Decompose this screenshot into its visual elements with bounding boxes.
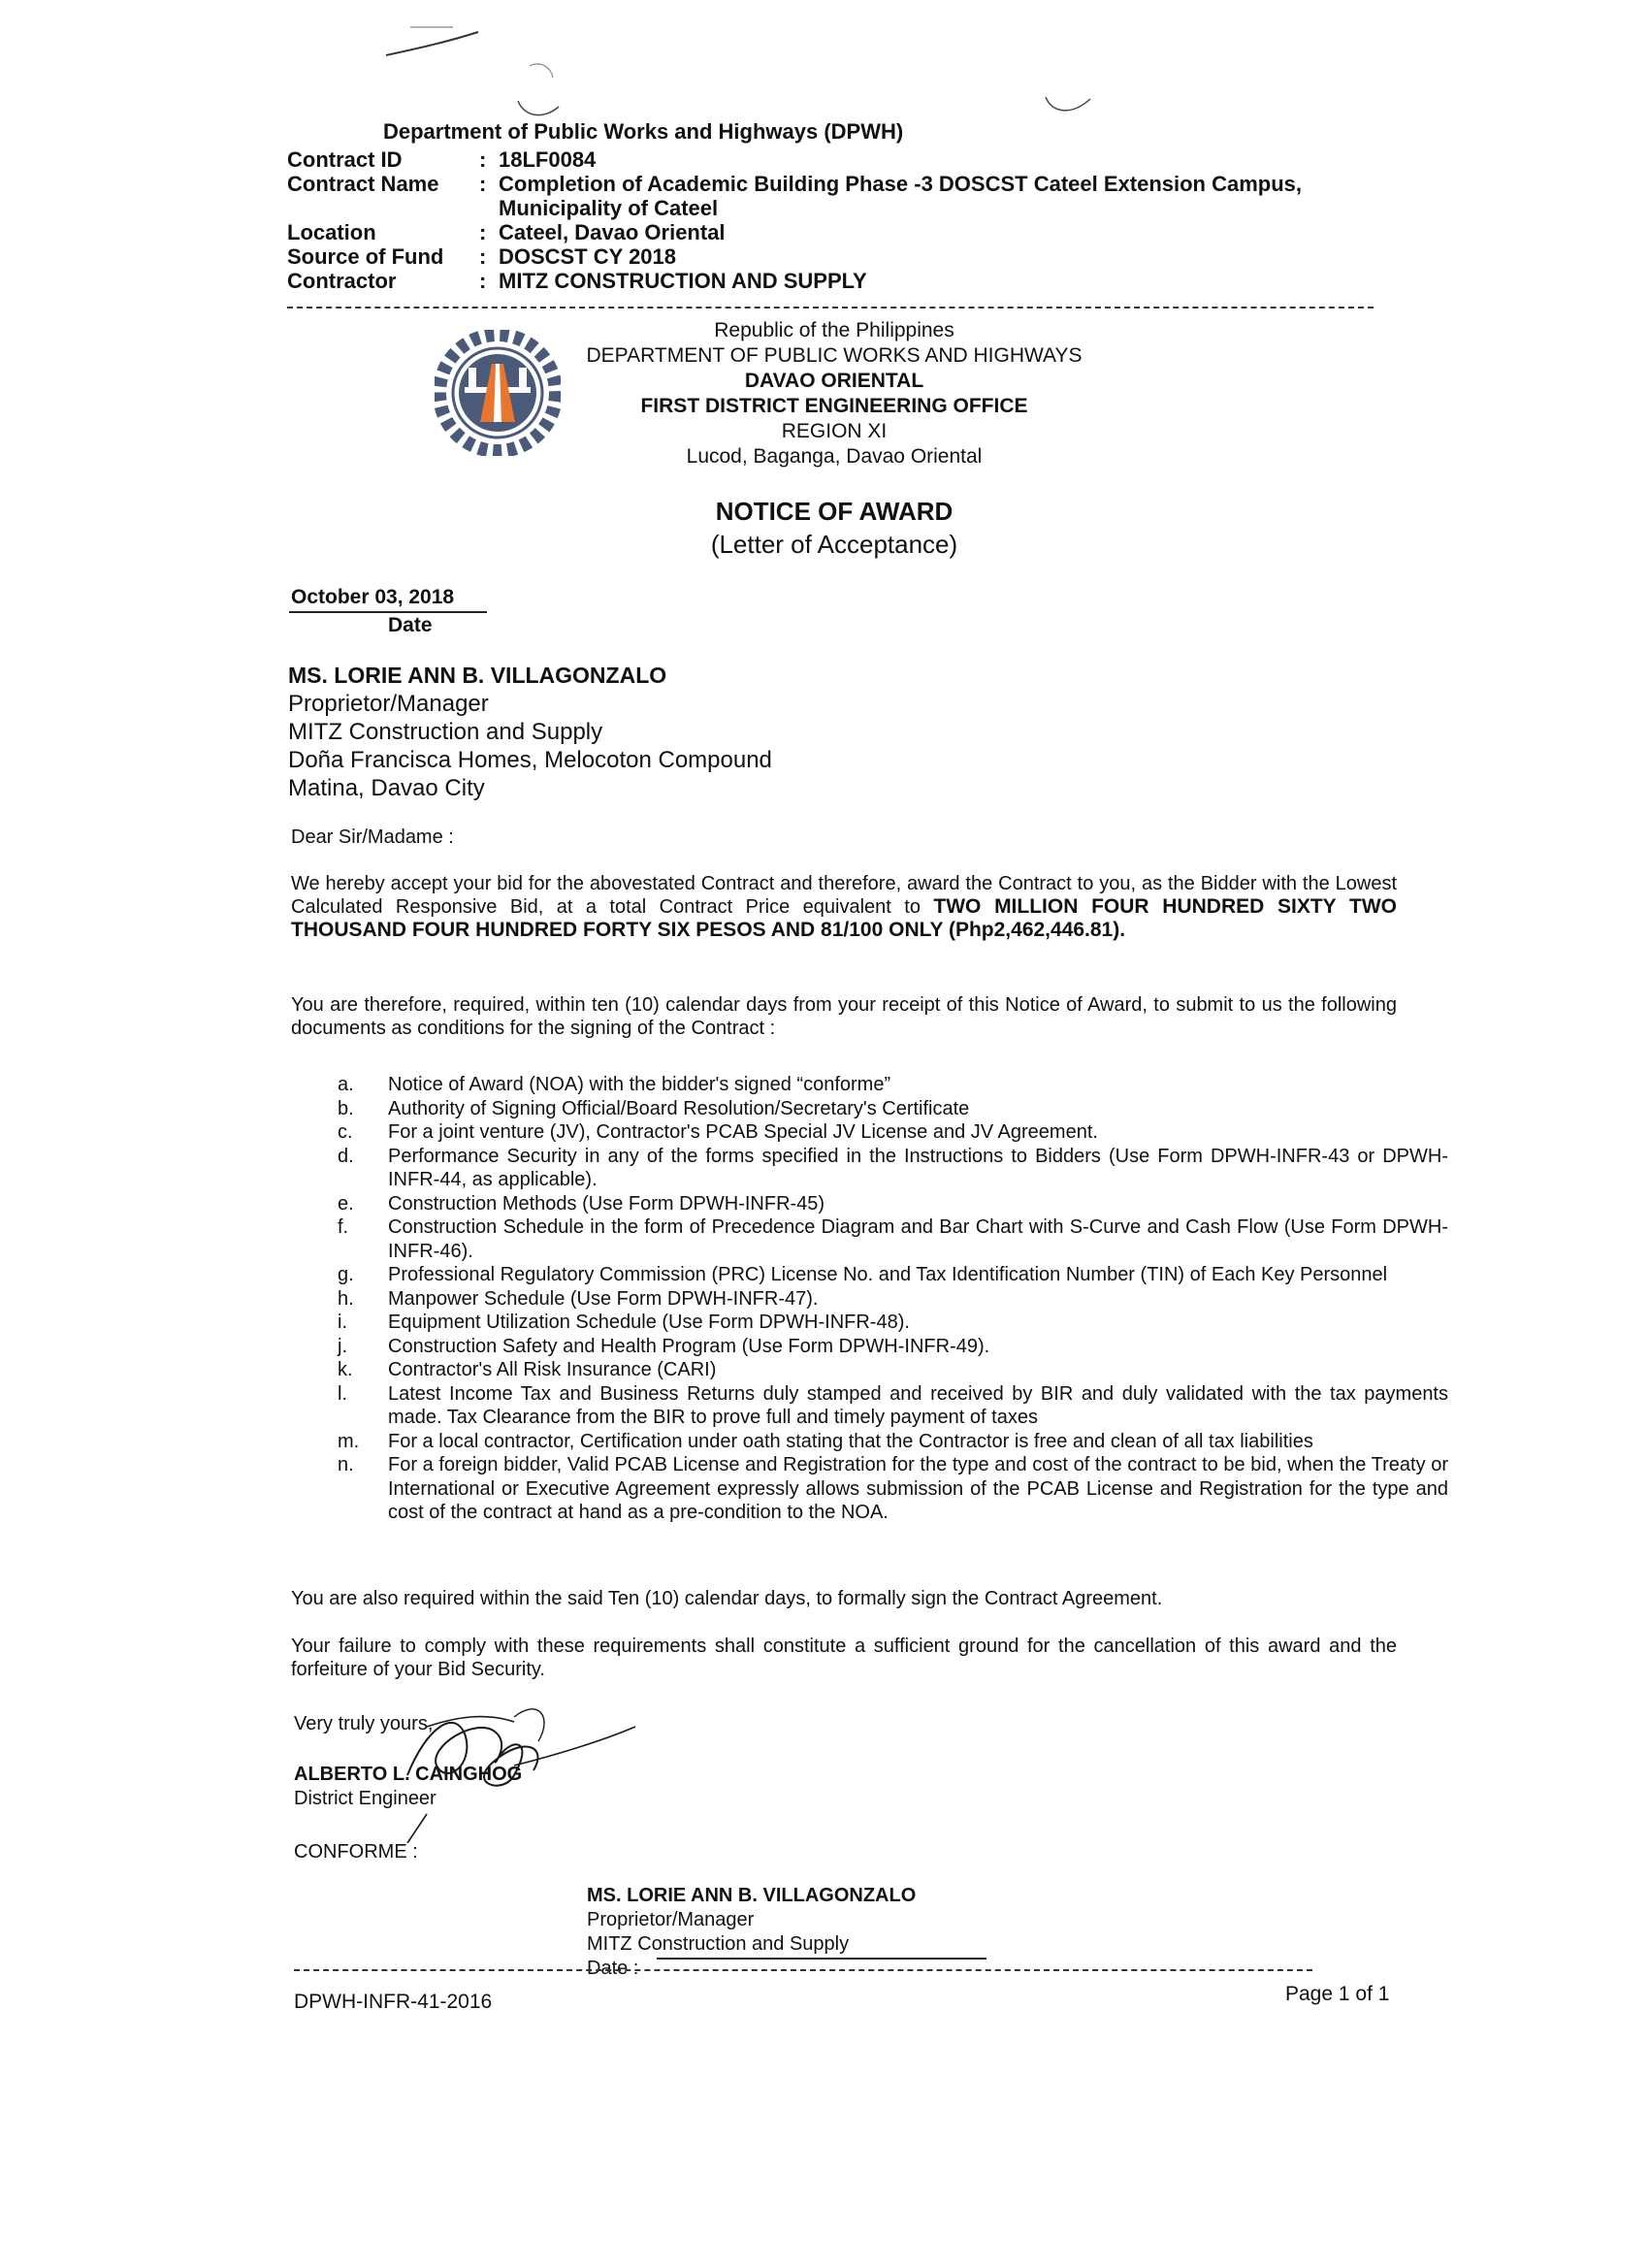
sign-contract-paragraph: You are also required within the said Ten (10) calendar days, to formally sign the Contract Agreement. (291, 1588, 1163, 1609)
contract-name-label: Contract Name (287, 172, 439, 196)
letterhead-department: DEPARTMENT OF PUBLIC WORKS AND HIGHWAYS (586, 344, 1083, 367)
signatory-title: District Engineer (294, 1788, 436, 1809)
form-number: DPWH-INFR-41-2016 (294, 1991, 493, 2013)
list-item: j. Construction Safety and Health Program (Use Form DPWH-INFR-49). (338, 1335, 990, 1357)
header-divider (287, 307, 1374, 308)
addressee-address-line2: Matina, Davao City (288, 775, 485, 801)
addressee-position: Proprietor/Manager (288, 691, 489, 717)
list-item: b. Authority of Signing Official/Board Resolution/Secretary's Certificate (338, 1097, 970, 1119)
agency-title: Department of Public Works and Highways (DPWH) (383, 119, 904, 144)
contractor-label: Contractor (287, 269, 397, 293)
pen-mark (383, 24, 490, 63)
signatory-name: ALBERTO L. CAINGHOG (294, 1764, 523, 1785)
requirements-intro: You are therefore, required, within ten (10) calendar days from your receipt of this Notice of Award, to submit to us the following documents as conditions for the signing of the Contract : (291, 994, 1397, 1039)
letterhead-region: REGION XI (781, 420, 888, 442)
award-paragraph-text: We hereby accept your bid for the abovestated Contract and therefore, award the Contract to you, as the Bidder with the Lowest Calculated Responsive Bid, at a total Contract Price equivalent to (291, 873, 1397, 918)
letterhead-address: Lucod, Baganga, Davao Oriental (686, 445, 983, 468)
letterhead-republic: Republic of the Philippines (714, 319, 954, 341)
list-item: h. Manpower Schedule (Use Form DPWH-INFR-47). (338, 1287, 819, 1310)
requirements-list (338, 1073, 1448, 1525)
list-item: e. Construction Methods (Use Form DPWH-INFR-45) (338, 1192, 825, 1215)
salutation: Dear Sir/Madame : (291, 826, 454, 848)
contractor-value: MITZ CONSTRUCTION AND SUPPLY (499, 269, 867, 293)
contract-id-value: 18LF0084 (499, 147, 597, 172)
list-item: l. Latest Income Tax and Business Returns duly stamped and received by BIR and duly validated with the tax payments made. Tax Clearance from the BIR to prove full and timely payment of taxes (338, 1382, 1448, 1428)
conforme-position: Proprietor/Manager (587, 1909, 755, 1930)
list-item: i. Equipment Utilization Schedule (Use Form DPWH-INFR-48). (338, 1312, 910, 1333)
addressee-block (288, 662, 772, 802)
signature-scribble (369, 1688, 660, 1843)
conforme-date-line (657, 1958, 986, 1960)
location-row: Location : Cateel, Davao Oriental (287, 220, 1372, 244)
addressee-name: MS. LORIE ANN B. VILLAGONZALO (288, 663, 667, 688)
conforme-block (587, 1884, 916, 1981)
conforme-name: MS. LORIE ANN B. VILLAGONZALO (587, 1885, 917, 1906)
conforme-date-label: Date : (587, 1958, 639, 1979)
list-item: c. For a joint venture (JV), Contractor's PCAB Special JV License and JV Agreement. (338, 1121, 1098, 1143)
source-of-fund-label: Source of Fund (287, 244, 444, 269)
letterhead-province: DAVAO ORIENTAL (744, 370, 924, 392)
contract-name-value: Completion of Academic Building Phase -3 DOSCST Cateel Extension Campus, Municipality of Cateel (499, 172, 1302, 220)
dpwh-seal-icon (435, 330, 561, 456)
list-item: k. Contractor's All Risk Insurance (CARI) (338, 1359, 717, 1380)
contract-info-table (287, 147, 1372, 293)
punch-hole-mark (1040, 87, 1098, 126)
contract-amount: TWO MILLION FOUR HUNDRED SIXTY TWO THOUSAND FOUR HUNDRED FORTY SIX PESOS AND 81/100 ONLY (Php2,462,446.81). (291, 895, 1397, 941)
list-item: f. Construction Schedule in the form of Precedence Diagram and Bar Chart with S-Curve and Cash Flow (Use Form DPWH-INFR-46). (338, 1216, 1448, 1262)
contract-name-row: Contract Name : Completion of Academic Building Phase -3 DOSCST Cateel Extension Campus, Municipality of Cateel (287, 172, 1302, 220)
conforme-company: MITZ Construction and Supply (587, 1933, 850, 1955)
closing: Very truly yours, (294, 1713, 434, 1734)
contract-id-row: Contract ID : 18LF0084 (287, 147, 1372, 172)
award-paragraph (291, 872, 1397, 942)
source-of-fund-value: DOSCST CY 2018 (499, 244, 677, 269)
date-underline (289, 611, 487, 613)
date-label: Date (388, 614, 433, 636)
failure-paragraph: Your failure to comply with these requirements shall constitute a sufficient ground for the cancellation of this award and the forfeiture of your Bid Security. (291, 1636, 1397, 1680)
list-item: d. Performance Security in any of the forms specified in the Instructions to Bidders (Use Form DPWH-INFR-43 or DPWH-INFR-44, as applicable). (338, 1145, 1448, 1190)
addressee-company: MITZ Construction and Supply (288, 719, 603, 745)
contract-id-label: Contract ID (287, 147, 403, 172)
list-item: g. Professional Regulatory Commission (PRC) License No. and Tax Identification Number (TIN) of Each Key Personnel (338, 1264, 1388, 1285)
conforme-label: CONFORME : (294, 1841, 418, 1863)
punch-hole-mark (512, 58, 570, 126)
notice-subtitle: (Letter of Acceptance) (710, 530, 958, 559)
list-item: m. For a local contractor, Certification under oath stating that the Contractor is free and clean of all tax liabilities (338, 1430, 1313, 1452)
addressee-address-line1: Doña Francisca Homes, Melocoton Compound (288, 747, 772, 773)
list-item: a. Notice of Award (NOA) with the bidder's signed “conforme” (338, 1074, 891, 1095)
source-of-fund-row: Source of Fund : DOSCST CY 2018 (287, 244, 1372, 269)
page-number: Page 1 of 1 (1285, 1983, 1390, 2005)
location-label: Location (287, 220, 376, 244)
letterhead-office: FIRST DISTRICT ENGINEERING OFFICE (640, 395, 1028, 417)
footer-divider (294, 1969, 1312, 1971)
location-value: Cateel, Davao Oriental (499, 220, 726, 244)
letterhead (543, 318, 1125, 470)
notice-title: NOTICE OF AWARD (715, 497, 954, 526)
list-item: n. For a foreign bidder, Valid PCAB License and Registration for the type and cost of the contract to be bid, when the Treaty or International or Executive Agreement expressly allows submission of the PCAB License and Registration for the type and cost of the contract at hand as a pre-condition to the NOA. (338, 1454, 1448, 1523)
date-value: October 03, 2018 (291, 586, 455, 608)
contractor-row: Contractor : MITZ CONSTRUCTION AND SUPPLY (287, 269, 1372, 293)
